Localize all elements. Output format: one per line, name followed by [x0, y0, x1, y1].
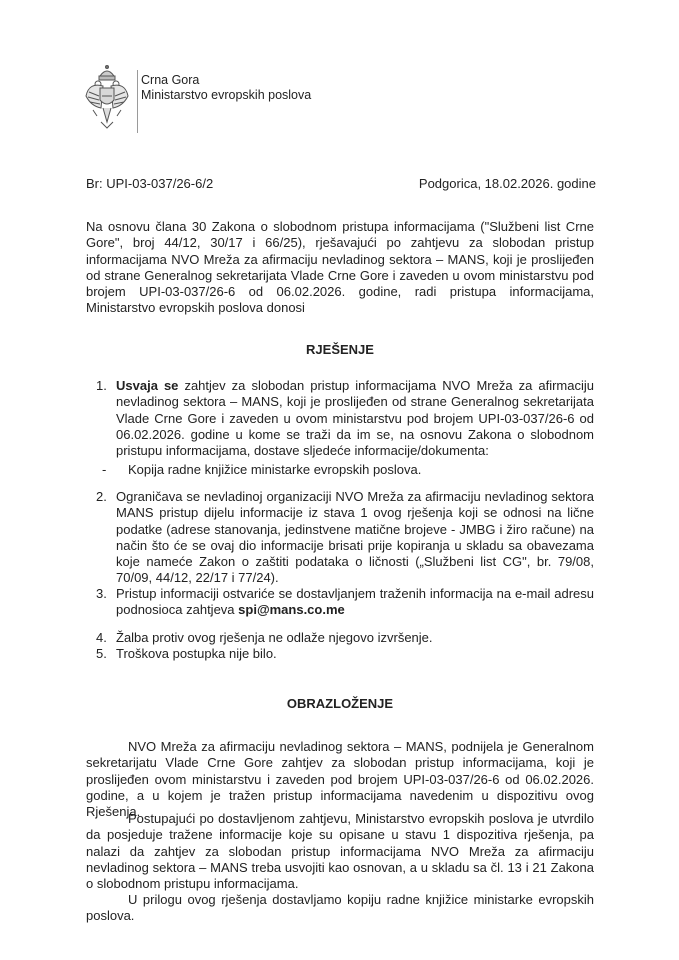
sub-item-text: Kopija radne knjižice ministarke evropskih poslova.	[128, 462, 422, 477]
item-bold-lead: Usvaja se	[116, 378, 179, 393]
item-text: Ograničava se nevladinoj organizaciji NVO Mreža za afirmaciju nevladinog sektora MANS pristup dijelu informacije iz stava 1 ovog rješenja koji se odnosi na lične podatke (adrese stanovanja, jedinstvene matične brojeve - JMBG i žiro račune) na način što će se ovaj dio informacije brisati prije kopiranja u skladu sa obavezama koje nameće Zakon o zaštiti podataka o ličnosti („Službeni list CG", br. 79/08, 70/09, 44/12, 22/17 i 77/24).	[116, 489, 594, 586]
reasoning-paragraph: NVO Mreža za afirmaciju nevladinog sektora – MANS, podnijela je Generalnom sekretarijatu Vlade Crne Gore zahtjev za slobodan pristup informacijama, koji je proslijeđen ovom ministarstvu i zaveden pod brojem UPI-03-037/26-6 od 06.02.2026. godine, a u kojem je tražen pristup informacijama navedenim u dispozitivu ovog Rješenja.	[86, 739, 594, 820]
place-date: Podgorica, 18.02.2026. godine	[418, 176, 596, 191]
ministry-name: Ministarstvo evropskih poslova	[141, 88, 312, 102]
country-name: Crna Gora	[141, 73, 200, 87]
header-divider	[137, 70, 138, 133]
item-body: Pristup informaciji ostvariće se dostavljanjem traženih informacija na e-mail adresu podnosioca zahtjeva	[116, 586, 594, 618]
item-text	[116, 586, 594, 619]
item-text: Žalba protiv ovog rješenja ne odlaže njegovo izvršenje.	[116, 630, 433, 645]
item-number: 2.	[96, 489, 107, 504]
reasoning-paragraph: U prilogu ovog rješenja dostavljamo kopiju radne knjižice ministarke evropskih poslova.	[86, 892, 594, 924]
item-number: 3.	[96, 586, 107, 601]
preamble-paragraph: Na osnovu člana 30 Zakona o slobodnom pristupa informacijama ("Službeni list Crne Gore", broj 44/12, 30/17 i 66/25), rješavajući po zahtjevu za slobodan pristup informacijama NVO Mreža za afirmaciju nevladinog sektora – MANS, koji je proslijeđen od strane Generalnog sekretarijata Vlade Crne Gore i zaveden u ovom ministarstvu pod brojem UPI-03-037/26-6 od 06.02.2026. godine, radi pristupa informacijama, Ministarstvo evropskih poslova donosi	[86, 219, 594, 316]
decision-heading: RJEŠENJE	[306, 342, 374, 357]
reasoning-paragraph: Postupajući po dostavljenom zahtjevu, Ministarstvo evropskih poslova je utvrdilo da posjeduje tražene informacije koje su opisane u stavu 1 dispozitiva rješenja, pa nalazi da zahtjev za slobodan pristup informacijama NVO Mreža za afirmaciju nevladinog sektora – MANS treba usvojiti kao osnovan, a u skladu sa čl. 13 i 21 Zakona o slobodnom pristupu informacijama.	[86, 811, 594, 892]
dash-marker: -	[102, 462, 107, 477]
item-body: zahtjev za slobodan pristup informacijama NVO Mreža za afirmaciju nevladinog sektora – MANS, koji je proslijeđen od strane Generalnog sekretarijata Vlade Crne Gore i zaveden u ovom ministarstvu pod brojem UPI-03-037/26-6 od 06.02.2026. godine u kome se traži da im se, na osnovu Zakona o slobodnom pristupu informacijama, dostave sljedeće informacije/dokumenta:	[116, 378, 594, 459]
montenegro-coat-of-arms-icon	[83, 62, 131, 132]
reasoning-heading: OBRAZLOŽENJE	[286, 696, 394, 711]
item-number: 5.	[96, 646, 107, 661]
item-text: Troškova postupka nije bilo.	[116, 646, 277, 661]
item-number: 4.	[96, 630, 107, 645]
item-number: 1.	[96, 378, 107, 393]
email-address: spi@mans.co.me	[238, 602, 345, 618]
reference-line	[86, 176, 596, 191]
reference-number: Br: UPI-03-037/26-6/2	[86, 176, 214, 191]
item-text	[116, 378, 594, 459]
